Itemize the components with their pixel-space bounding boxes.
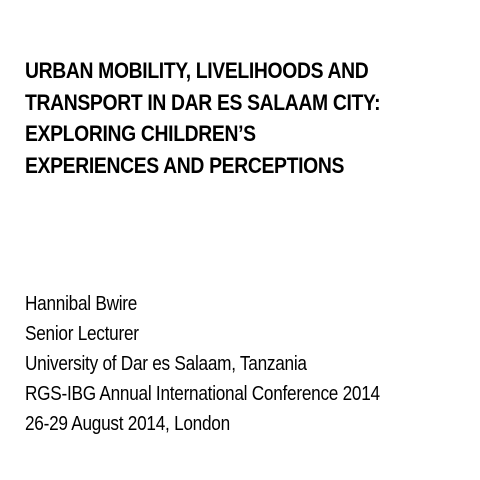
institution: University of Dar es Salaam, Tanzania <box>25 353 307 375</box>
author-position: Senior Lecturer <box>25 323 139 345</box>
title-line: URBAN MOBILITY, LIVELIHOODS AND <box>25 58 369 83</box>
presenter-details <box>25 289 408 439</box>
conference-name: RGS-IBG Annual International Conference 2014 <box>25 383 380 405</box>
conference-date-location: 26-29 August 2014, London <box>25 413 230 435</box>
title-line: EXPLORING CHILDREN’S <box>25 121 256 146</box>
title-line: TRANSPORT IN DAR ES SALAAM CITY: <box>25 89 381 115</box>
title-line: EXPERIENCES AND PERCEPTIONS <box>25 152 345 178</box>
presentation-title <box>25 55 408 181</box>
author-name: Hannibal Bwire <box>25 293 138 315</box>
